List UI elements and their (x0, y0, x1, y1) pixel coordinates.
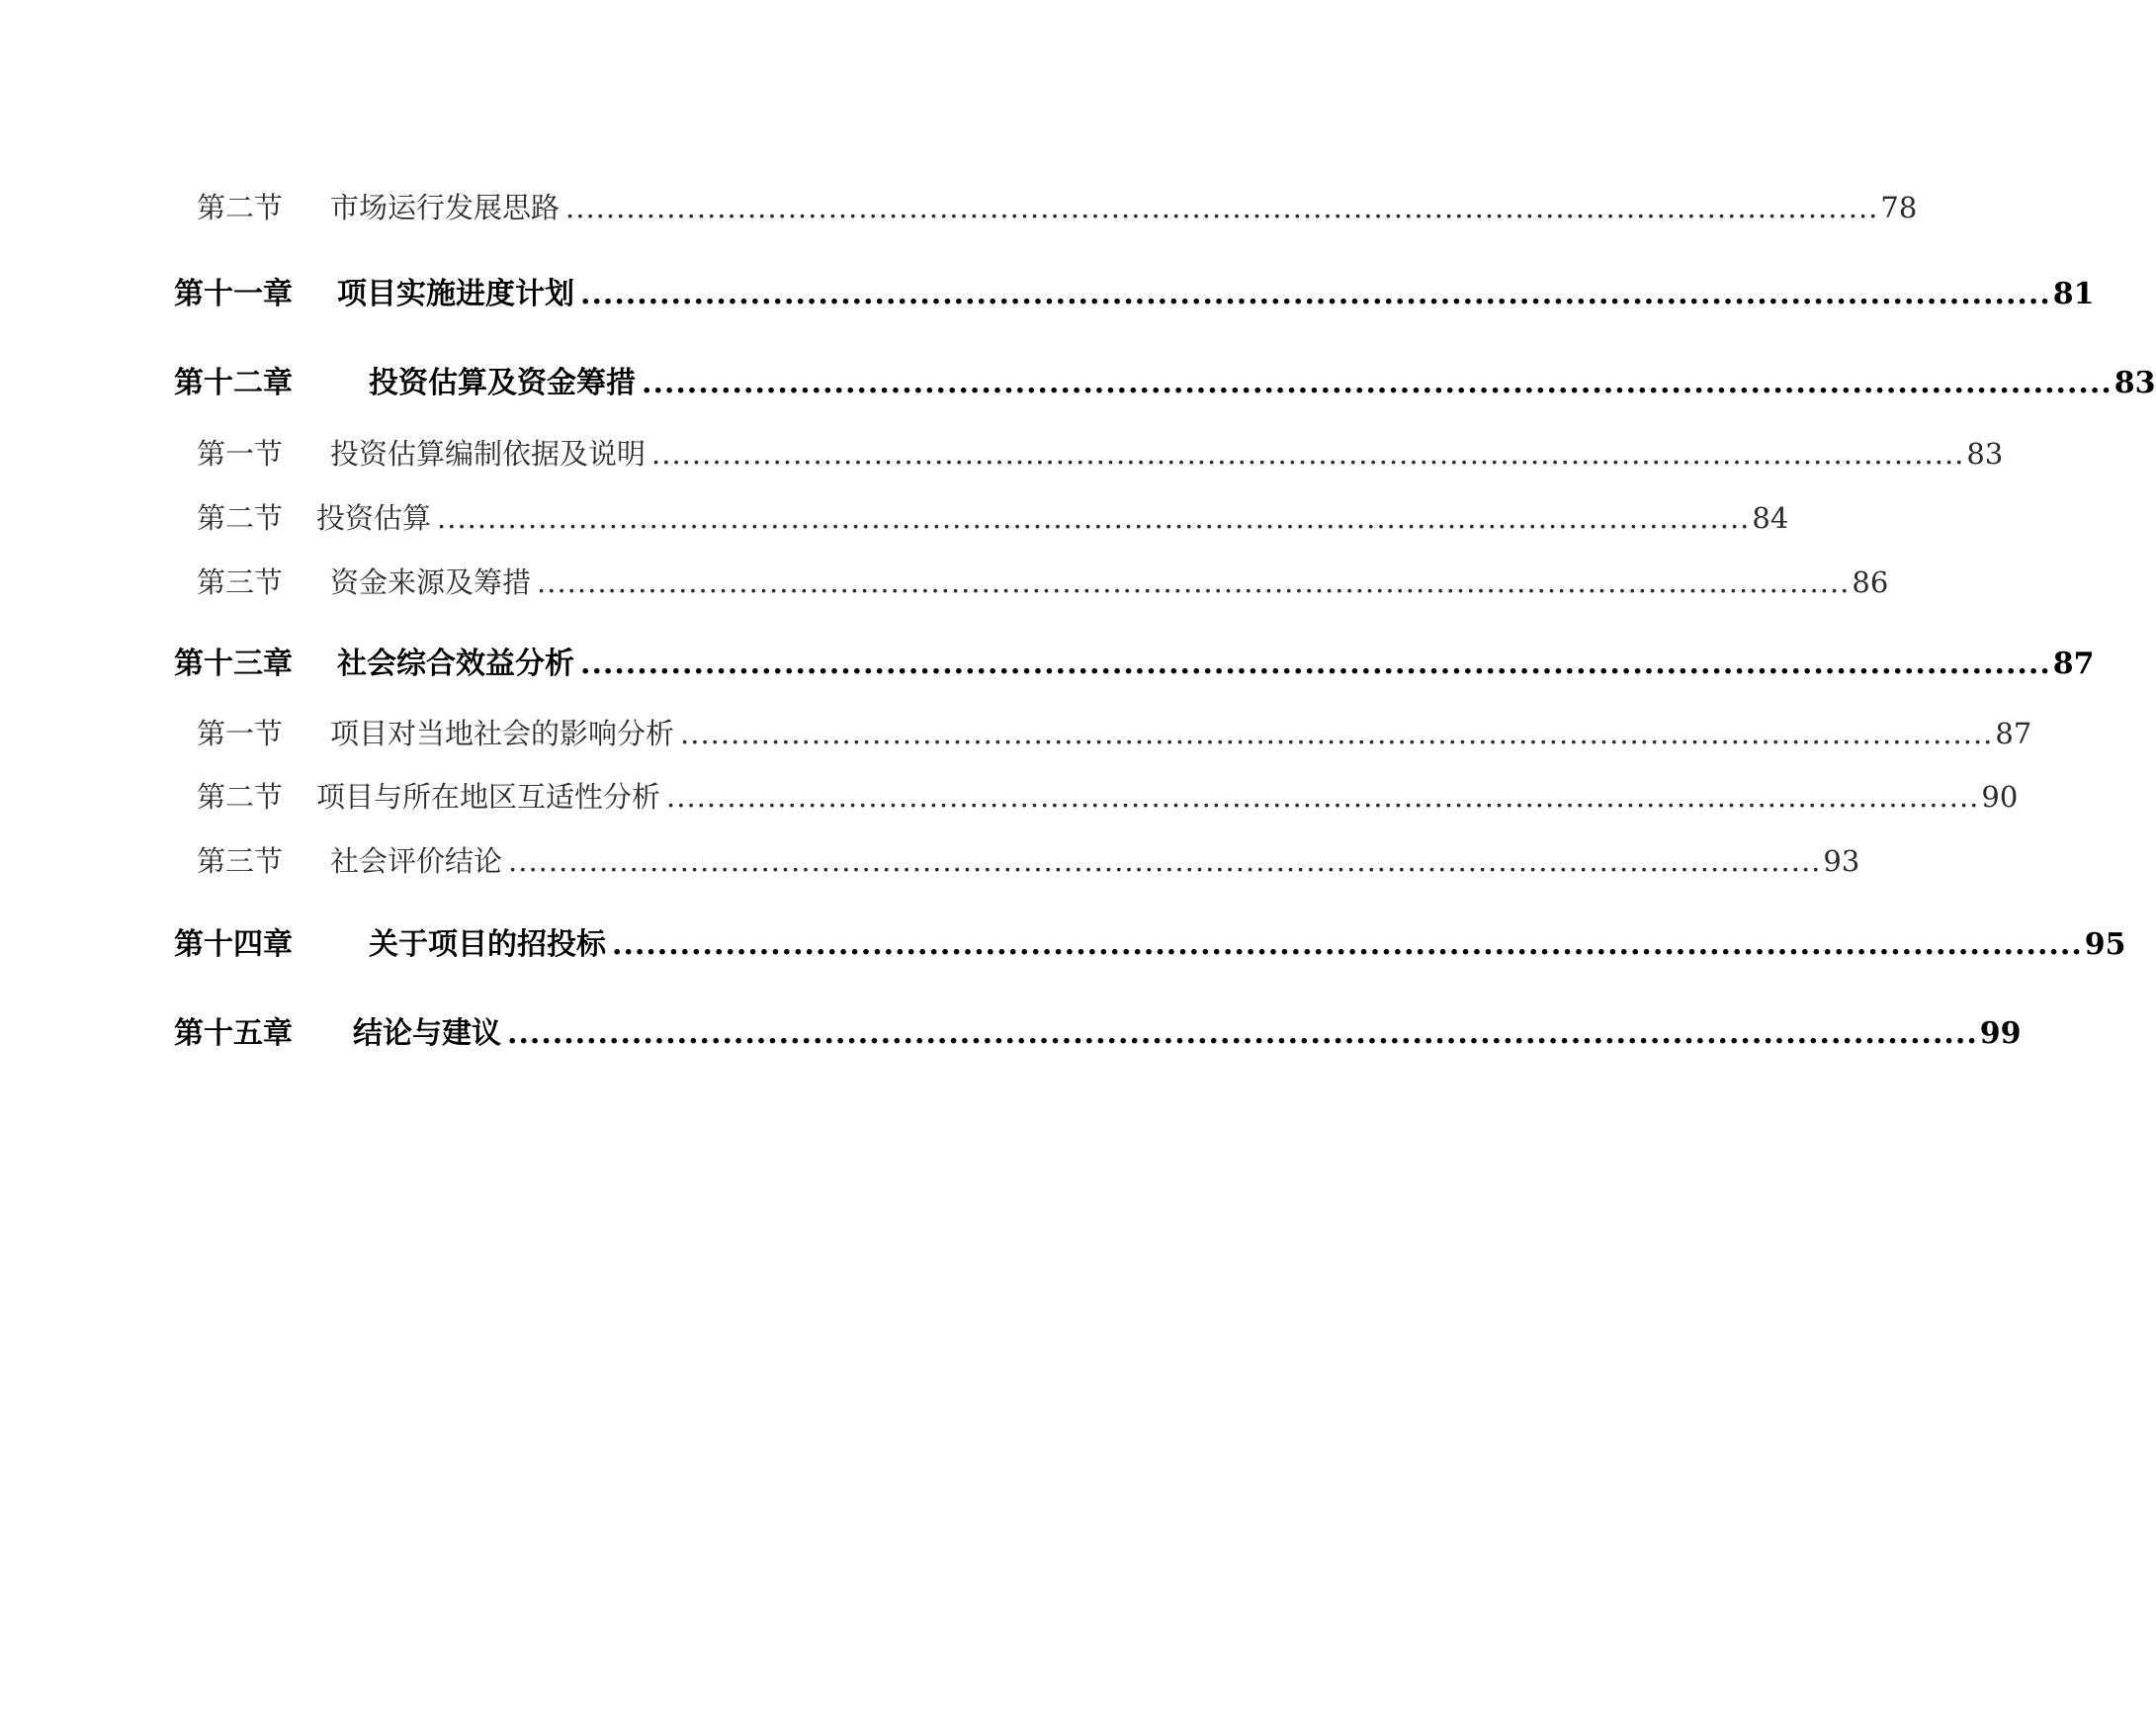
toc-entry-title: 市场运行发展思路 (330, 191, 561, 224)
toc-entry-label: 第二节 (197, 191, 284, 224)
toc-entry-label: 第二节 (197, 501, 284, 535)
toc-entry-title: 结论与建议 (353, 1016, 501, 1051)
toc-entry-page: 84 (1752, 501, 1789, 535)
toc-entry-section[interactable] (197, 432, 2004, 473)
toc-entry-page: 99 (1979, 1016, 2022, 1051)
toc-entry-page: 81 (2052, 277, 2095, 311)
dot-leader: .................................................................................................................................. (537, 565, 1851, 599)
toc-entry-section[interactable] (197, 496, 1789, 537)
toc-entry-label: 第三节 (197, 565, 284, 599)
dot-leader: .................................................................................................................................. (580, 277, 2051, 311)
toc-entry-section[interactable] (197, 839, 1860, 880)
toc-entry-label: 第十三章 (174, 647, 293, 681)
toc-entry-page: 93 (1823, 844, 1860, 878)
toc-entry-label: 第十一章 (174, 277, 293, 311)
toc-entry-page: 90 (1981, 780, 2019, 814)
toc-entry-title: 社会综合效益分析 (337, 647, 574, 681)
dot-leader: .................................................................................................................................. (680, 717, 1994, 750)
toc-entry-label: 第三节 (197, 844, 284, 878)
toc-entry-title: 项目实施进度计划 (337, 277, 574, 311)
toc-entry-chapter[interactable] (174, 358, 2156, 401)
toc-entry-section[interactable] (197, 775, 2019, 816)
toc-entry-title: 关于项目的招投标 (369, 927, 606, 962)
toc-entry-label: 第二节 (197, 780, 284, 814)
toc-entry-chapter[interactable] (174, 919, 2126, 963)
toc-entry-section[interactable] (197, 186, 1918, 226)
toc-entry-section[interactable] (197, 712, 2032, 752)
toc-entry-title: 资金来源及筹措 (330, 565, 532, 599)
toc-entry-label: 第一节 (197, 717, 284, 750)
toc-entry-page: 87 (2052, 647, 2095, 681)
toc-entry-chapter[interactable] (174, 639, 2095, 682)
dot-leader: .................................................................................................................................. (642, 366, 2113, 400)
toc-entry-label: 第十五章 (174, 1016, 293, 1051)
toc-entry-label: 第一节 (197, 437, 284, 471)
toc-entry-page: 86 (1852, 565, 1889, 599)
toc-entry-page: 87 (1995, 717, 2032, 750)
toc-entry-title: 投资估算编制依据及说明 (330, 437, 647, 471)
dot-leader: .................................................................................................................................. (612, 927, 2083, 962)
dot-leader: .................................................................................................................................. (666, 780, 1980, 814)
toc-entry-chapter[interactable] (174, 1008, 2022, 1052)
toc-entry-page: 78 (1880, 191, 1918, 224)
dot-leader: .................................................................................................................................. (507, 1016, 1978, 1051)
toc-entry-title: 项目对当地社会的影响分析 (330, 717, 675, 750)
toc-entry-section[interactable] (197, 561, 1889, 601)
dot-leader: .................................................................................................................................. (508, 844, 1822, 878)
dot-leader: .................................................................................................................................. (437, 501, 1751, 535)
dot-leader: .................................................................................................................................. (651, 437, 1965, 471)
toc-entry-chapter[interactable] (174, 269, 2095, 312)
toc-entry-title: 项目与所在地区互适性分析 (316, 780, 661, 814)
toc-entry-title: 社会评价结论 (330, 844, 503, 878)
dot-leader: .................................................................................................................................. (580, 647, 2051, 681)
toc-entry-label: 第十四章 (174, 927, 293, 962)
toc-entry-page: 83 (2113, 366, 2156, 400)
toc-entry-page: 83 (1966, 437, 2004, 471)
toc-entry-label: 第十二章 (174, 366, 293, 400)
toc-entry-page: 95 (2084, 927, 2126, 962)
toc-entry-title: 投资估算 (316, 501, 432, 535)
toc-entry-title: 投资估算及资金筹措 (369, 366, 636, 400)
dot-leader: .................................................................................................................................. (565, 191, 1879, 224)
